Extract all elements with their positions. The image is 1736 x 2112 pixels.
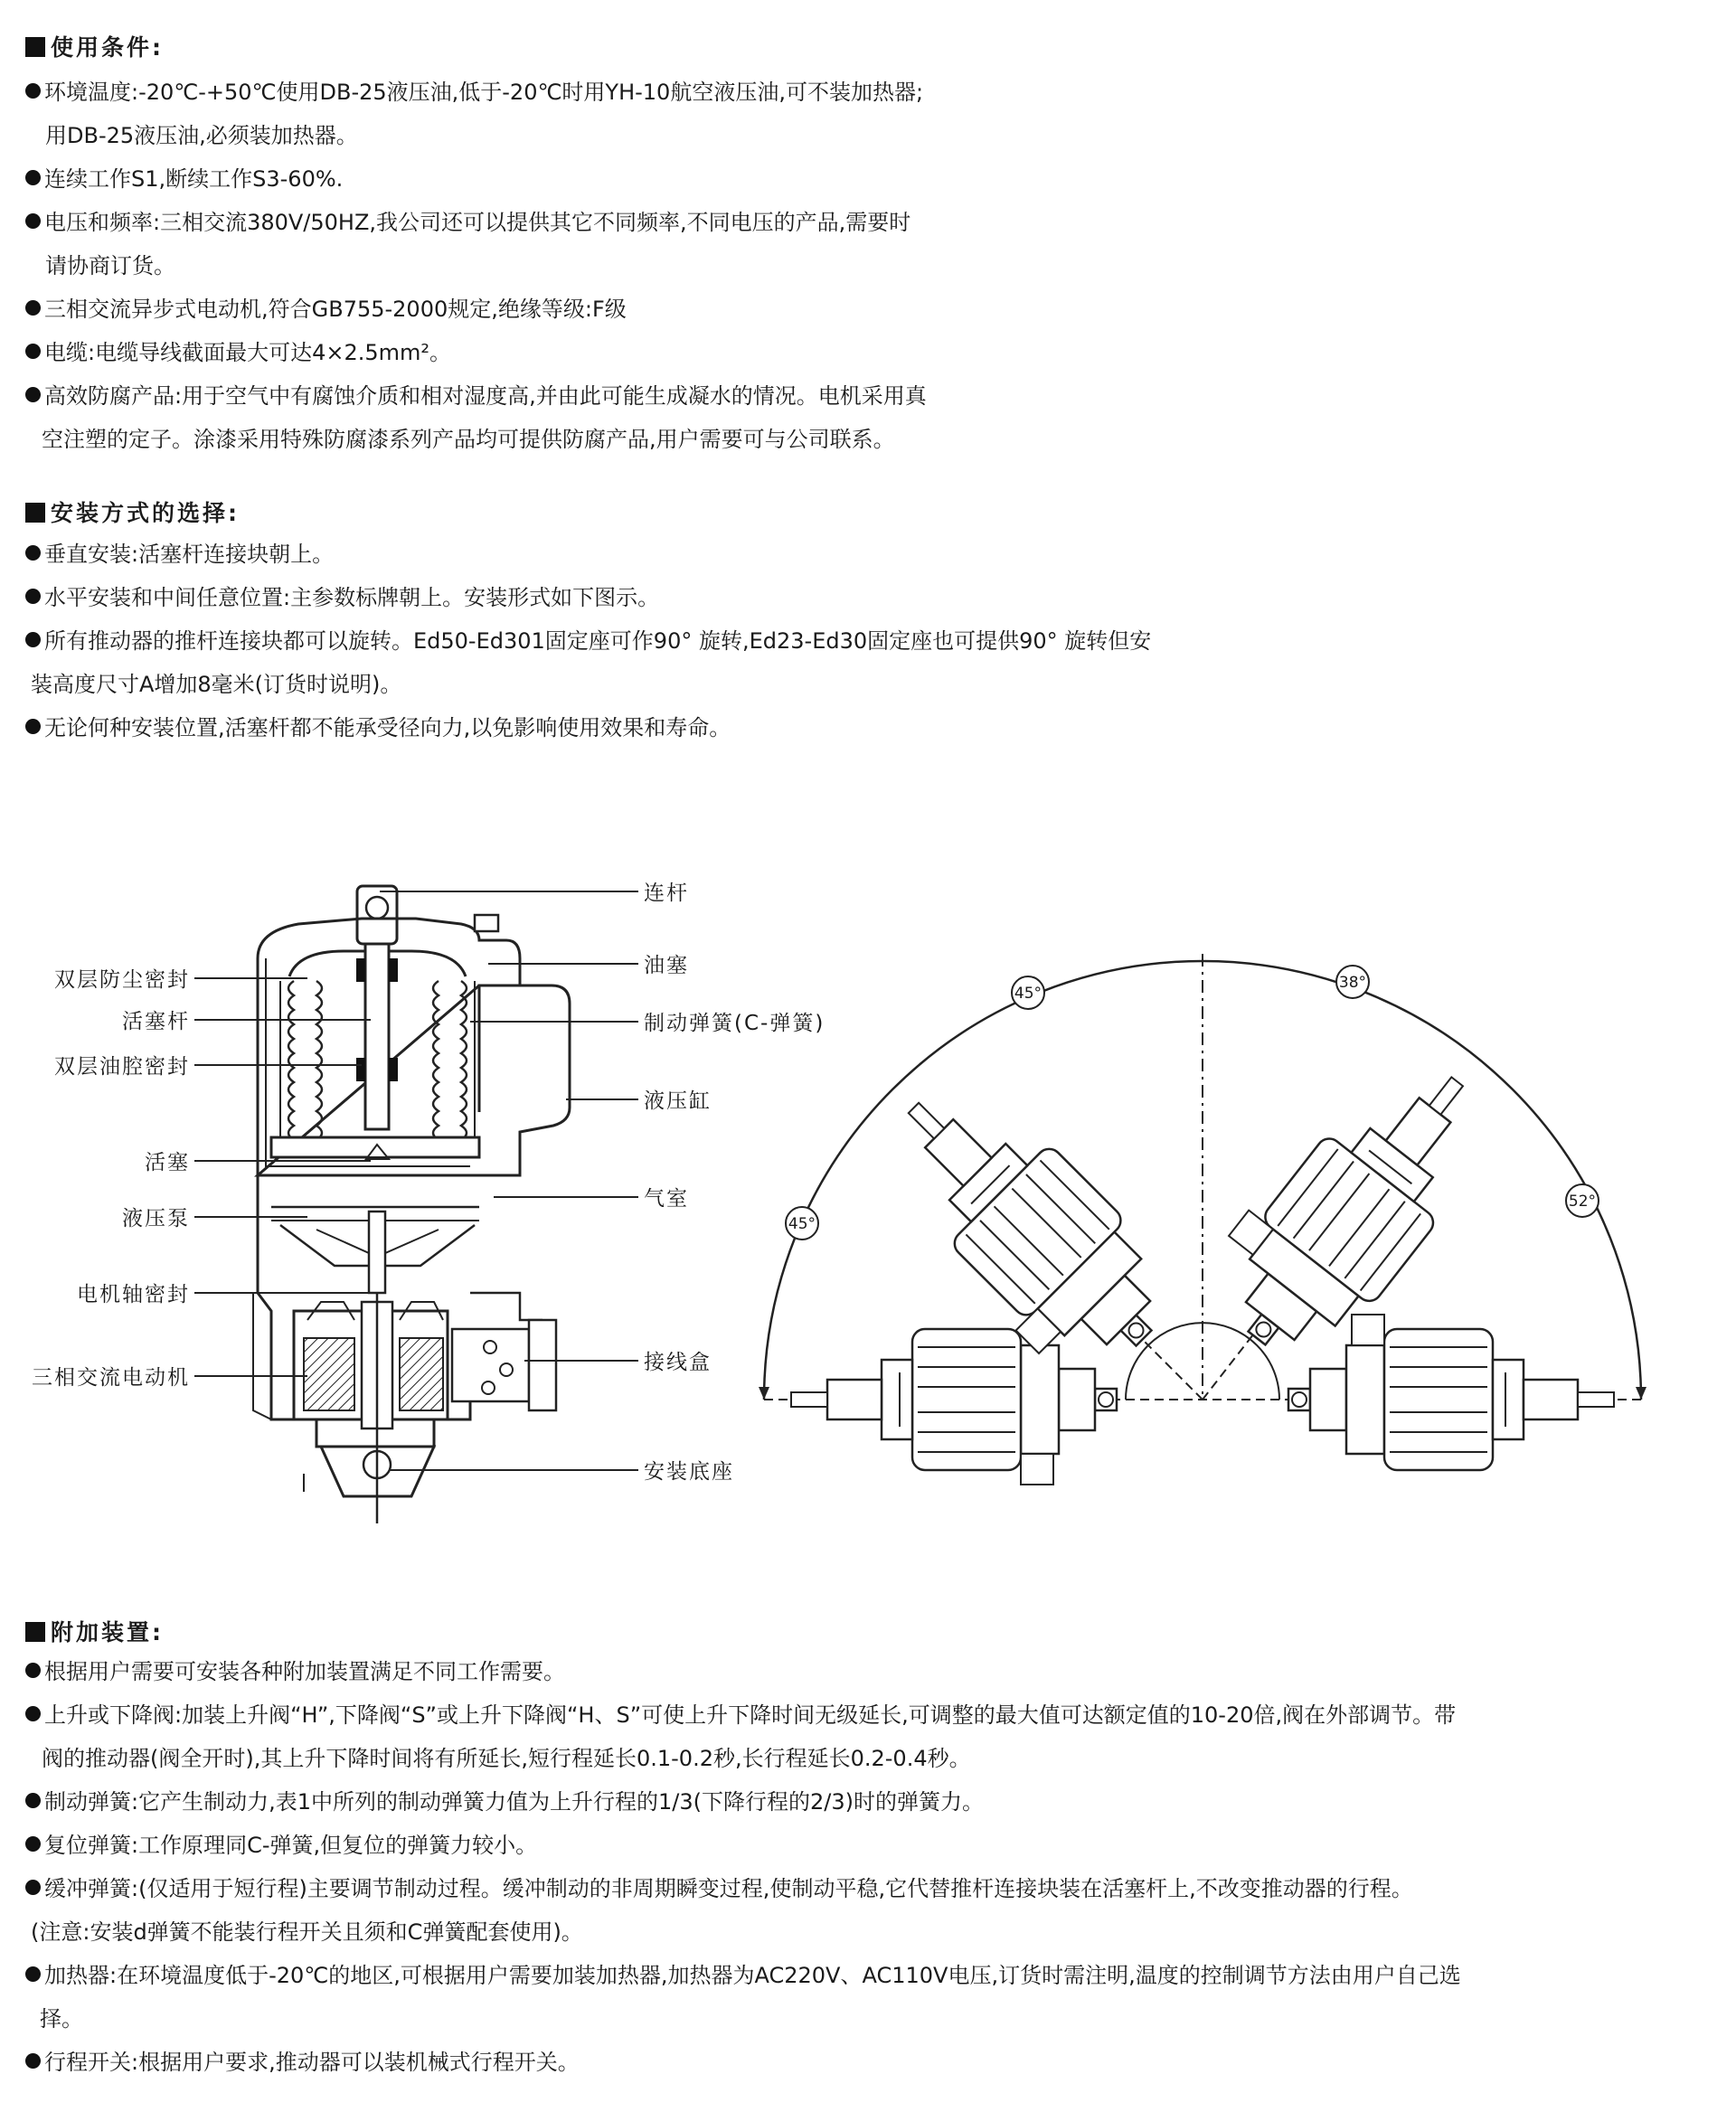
installation-angle-drawing — [759, 954, 1646, 1485]
label-junction-box: 接线盒 — [644, 1351, 712, 1374]
list-item: 行程开关:根据用户要求,推动器可以装机械式行程开关。 — [25, 2049, 580, 2076]
label-mounting-base: 安装底座 — [644, 1460, 734, 1484]
list-item: 所有推动器的推杆连接块都可以旋转。Ed50-Ed301固定座可作90° 旋转,Ed23-Ed30固定座也可提供90° 旋转但安 — [25, 627, 1151, 655]
angle-label: 45° — [1014, 985, 1043, 1003]
cross-section-drawing — [253, 886, 570, 1523]
list-item-continuation: 空注塑的定子。涂漆采用特殊防腐漆系列产品均可提供防腐产品,用户需要可与公司联系。 — [42, 427, 895, 452]
bullet-dot-icon — [25, 1663, 41, 1678]
label-air-chamber: 气室 — [644, 1187, 689, 1211]
bullet-dot-icon — [25, 213, 41, 229]
label-piston: 活塞 — [145, 1151, 190, 1174]
square-bullet-icon — [25, 37, 45, 57]
bullet-dot-icon — [25, 1706, 41, 1721]
label-oil-plug: 油塞 — [644, 954, 689, 977]
list-item: 垂直安装:活塞杆连接块朝上。 — [25, 541, 334, 568]
section-title-text: 安装方式的选择: — [51, 500, 240, 526]
list-item: 无论何种安装位置,活塞杆都不能承受径向力,以免影响使用效果和寿命。 — [25, 714, 731, 741]
section-title-text: 使用条件: — [51, 34, 164, 61]
list-item-continuation: 择。 — [40, 2006, 83, 2032]
list-item: 连续工作S1,断续工作S3-60%. — [25, 165, 343, 193]
label-dust-seal: 双层防尘密封 — [54, 968, 190, 992]
bullet-dot-icon — [25, 1836, 41, 1852]
bullet-dot-icon — [25, 1966, 41, 1982]
list-item: 加热器:在环境温度低于-20℃的地区,可根据用户需要加装加热器,加热器为AC220V、AC110V电压,订货时需注明,温度的控制调节方法由用户自己选 — [25, 1962, 1461, 1989]
square-bullet-icon — [25, 1622, 45, 1642]
list-item: 电缆:电缆导线截面最大可达4×2.5mm²。 — [25, 339, 451, 366]
bullet-dot-icon — [25, 545, 41, 561]
bullet-dot-icon — [25, 387, 41, 402]
list-item-continuation: (注意:安装d弹簧不能装行程开关且须和C弹簧配套使用)。 — [31, 1919, 583, 1945]
label-hydraulic-cylinder: 液压缸 — [644, 1089, 712, 1113]
bullet-dot-icon — [25, 300, 41, 316]
list-item: 上升或下降阀:加装上升阀“H”,下降阀“S”或上升下降阀“H、S”可使上升下降时间无级延长,可调整的最大值可达额定值的10-20倍,阀在外部调节。带 — [25, 1702, 1456, 1729]
diagrams — [0, 868, 1736, 1573]
bullet-dot-icon — [25, 719, 41, 734]
section-title-text: 附加装置: — [51, 1619, 164, 1645]
bullet-dot-icon — [25, 170, 41, 185]
bullet-dot-icon — [25, 1793, 41, 1808]
list-item-continuation: 装高度尺寸A增加8毫米(订货时说明)。 — [31, 672, 402, 697]
label-motor: 三相交流电动机 — [32, 1366, 190, 1390]
bullet-dot-icon — [25, 589, 41, 604]
label-brake-spring: 制动弹簧(C-弹簧) — [644, 1012, 826, 1035]
list-item: 三相交流异步式电动机,符合GB755-2000规定,绝缘等级:F级 — [25, 296, 627, 323]
list-item: 复位弹簧:工作原理同C-弹簧,但复位的弹簧力较小。 — [25, 1832, 537, 1859]
list-item: 缓冲弹簧:(仅适用于短行程)主要调节制动过程。缓冲制动的非周期瞬变过程,使制动平稳,它代替推杆连接块装在活塞杆上,不改变推动器的行程。 — [25, 1875, 1413, 1902]
list-item-continuation: 用DB-25液压油,必须装加热器。 — [45, 123, 358, 148]
square-bullet-icon — [25, 503, 45, 523]
list-item-continuation: 请协商订货。 — [45, 253, 175, 278]
bullet-dot-icon — [25, 632, 41, 647]
angle-label: 52° — [1568, 1193, 1597, 1211]
label-shaft-seal: 电机轴密封 — [77, 1283, 190, 1306]
list-item: 水平安装和中间任意位置:主参数标牌朝上。安装形式如下图示。 — [25, 584, 659, 611]
section-title-usage — [25, 30, 164, 62]
list-item-continuation: 阀的推动器(阀全开时),其上升下降时间将有所延长,短行程延长0.1-0.2秒,长行程延长0.2-0.4秒。 — [42, 1746, 971, 1771]
bullet-dot-icon — [25, 83, 41, 99]
bullet-dot-icon — [25, 344, 41, 359]
bullet-dot-icon — [25, 1880, 41, 1895]
list-item: 电压和频率:三相交流380V/50HZ,我公司还可以提供其它不同频率,不同电压的产品,需要时 — [25, 209, 910, 236]
list-item: 根据用户需要可安装各种附加装置满足不同工作需要。 — [25, 1658, 565, 1685]
label-piston-rod: 活塞杆 — [122, 1010, 190, 1033]
label-oil-seal: 双层油腔密封 — [54, 1055, 190, 1079]
label-link-rod: 连杆 — [644, 882, 689, 905]
list-item: 制动弹簧:它产生制动力,表1中所列的制动弹簧力值为上升行程的1/3(下降行程的2/3)时的弹簧力。 — [25, 1788, 984, 1815]
angle-label: 45° — [788, 1215, 816, 1233]
list-item: 环境温度:-20℃-+50℃使用DB-25液压油,低于-20℃时用YH-10航空液压油,可不装加热器; — [25, 79, 923, 106]
angle-label: 38° — [1338, 974, 1367, 992]
label-hydraulic-pump: 液压泵 — [122, 1207, 190, 1230]
list-item: 高效防腐产品:用于空气中有腐蚀介质和相对湿度高,并由此可能生成凝水的情况。电机采用真 — [25, 382, 927, 410]
section-title-install — [25, 495, 240, 528]
section-title-accessory — [25, 1615, 164, 1647]
bullet-dot-icon — [25, 2053, 41, 2069]
